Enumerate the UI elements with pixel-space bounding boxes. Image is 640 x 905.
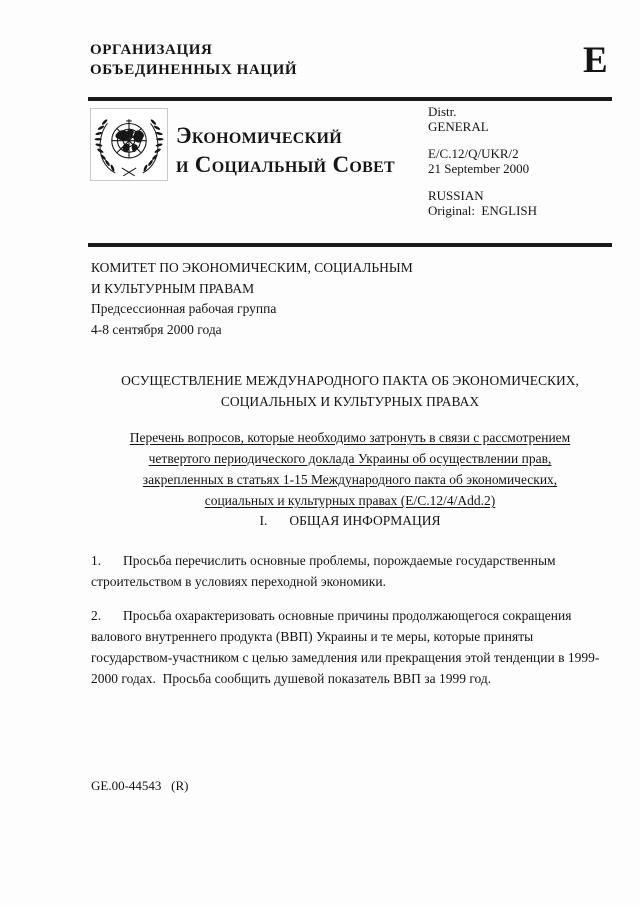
language-block <box>428 189 537 218</box>
document-symbol-block <box>428 147 537 176</box>
paragraph-2-number: 2. <box>91 608 102 623</box>
document-original-language: Original: ENGLISH <box>428 202 538 218</box>
paragraph-1-number: 1. <box>91 553 102 568</box>
header-rule-bottom <box>88 243 612 247</box>
document-language: RUSSIAN <box>428 188 484 203</box>
header-rule-top <box>88 97 612 101</box>
footer-reference: GE.00-44543 (R) <box>91 778 189 793</box>
paragraph-1-text: Просьба перечислить основные проблемы, порождаемые государственным строительством в условиях переходной экономики. <box>91 553 559 589</box>
session-dates: 4-8 сентября 2000 года <box>91 321 222 337</box>
committee-name-line1: КОМИТЕТ ПО ЭКОНОМИЧЕСКИМ, СОЦИАЛЬНЫМ <box>91 260 413 275</box>
paragraph-2-text: Просьба охарактеризовать основные причины продолжающегося сокращения валового внутреннего продукта (ВВП) Украины и те меры, которые приняты государством-участником с целью замедления или прекращения этой тенденции в 1999-2000 годах. Просьба сообщить душевой показатель ВВП за 1999 год. <box>91 608 600 686</box>
un-emblem <box>90 108 168 181</box>
distr-label: Distr. <box>428 104 457 119</box>
un-org-name <box>90 40 297 80</box>
paragraph-2 <box>91 605 614 689</box>
working-group: Предсессионная рабочая группа <box>91 301 277 316</box>
subject-line2: четвертого периодического доклада Украины об осуществлении прав, <box>148 451 552 466</box>
document-body <box>91 550 614 689</box>
distr-type-value: GENERAL <box>428 118 489 134</box>
subject-line4: социальных и культурных правах (E/C.12/4/Add.2) <box>204 493 496 508</box>
subject-line1: Перечень вопросов, которые необходимо затронуть в связи с рассмотрением <box>129 430 571 445</box>
section-heading <box>88 513 612 529</box>
section-title: ОБЩАЯ ИНФОРМАЦИЯ <box>289 513 441 528</box>
council-name-line2: и Социальный Совет <box>176 152 396 177</box>
document-date: 21 September 2000 <box>428 160 530 176</box>
council-name <box>176 121 395 179</box>
subject-heading <box>88 427 612 511</box>
document-series-letter: E <box>583 40 608 81</box>
un-org-name-line1: ОРГАНИЗАЦИЯ <box>90 42 213 58</box>
subject-line3: закрепленных в статьях 1-15 Международного пакта об экономических, <box>142 472 558 487</box>
section-number: I. <box>259 513 268 528</box>
paragraph-1 <box>91 550 614 592</box>
document-title <box>88 370 612 412</box>
document-symbol: E/C.12/Q/UKR/2 <box>428 146 519 161</box>
un-emblem-icon <box>93 112 165 178</box>
document-title-line2: СОЦИАЛЬНЫХ И КУЛЬТУРНЫХ ПРАВАХ <box>220 394 480 409</box>
un-org-name-line2: ОБЪЕДИНЕННЫХ НАЦИЙ <box>90 62 298 78</box>
committee-name-line2: И КУЛЬТУРНЫМ ПРАВАМ <box>91 280 255 296</box>
session-block <box>91 258 413 340</box>
document-title-line1: ОСУЩЕСТВЛЕНИЕ МЕЖДУНАРОДНОГО ПАКТА ОБ ЭКОНОМИЧЕСКИХ, <box>121 373 579 388</box>
council-name-line1: Экономический <box>176 123 343 148</box>
distribution-type <box>428 105 537 134</box>
distribution-info <box>428 105 537 231</box>
